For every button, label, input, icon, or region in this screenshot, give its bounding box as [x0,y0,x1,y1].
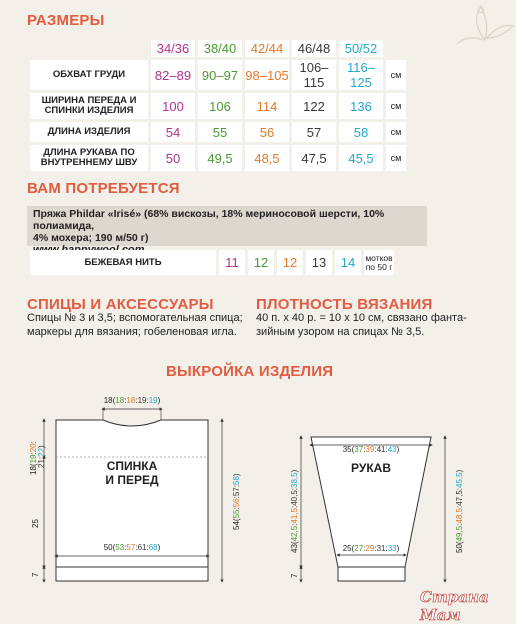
unit-cell: см [386,60,406,90]
needles-text [27,311,243,339]
table-row [30,250,394,275]
row-label: ДЛИНА ИЗДЕЛИЯ [30,122,148,142]
measure-top-label: 35(37:39:41:43) [342,445,400,454]
table-cell: 57 [292,122,336,142]
table-cell: 98–105 [245,60,289,90]
measure-length-label: 50(49,5:48,5:47,5:45,5) [455,469,464,553]
table-cell: 116–125 [339,60,383,90]
materials-heading: ВАМ ПОТРЕБУЕТСЯ [27,180,180,197]
table-cell: 90–97 [198,60,242,90]
table-cell: 45,5 [339,145,383,171]
table-cell: 49,5 [198,145,242,171]
table-cell: 100 [151,93,195,119]
measure-length-label: 43(42,5:41,5:40,5:38,5) [290,469,299,553]
size-label: 38/40 [198,40,242,57]
table-cell: 50 [151,145,195,171]
measure-hem-label: 7 [31,572,40,577]
pattern-heading: ВЫКРОЙКА ИЗДЕЛИЯ [166,363,334,380]
measure-top-label: 18(18:18:19:19) [103,396,161,405]
table-corner [386,40,406,57]
size-label: 50/52 [339,40,383,57]
table-cell: 106–115 [292,60,336,90]
sleeve-title: РУКАВ [351,461,391,475]
text-line: Спицы № 3 и 3,5; вспомогательная спица; [27,312,243,324]
measure-bottom-label: 25(27:29:31:33) [342,544,400,553]
color-label: БЕЖЕВАЯ НИТЬ [30,250,216,275]
size-label: 34/36 [151,40,195,57]
table-row [30,145,406,171]
body-piece [29,396,241,581]
unit-cell: см [386,145,406,171]
pattern-diagram [0,380,516,610]
table-cell: 11 [219,250,245,275]
table-row [30,122,406,142]
table-cell: 14 [335,250,361,275]
table-cell: 114 [245,93,289,119]
sizes-heading: РАЗМЕРЫ [27,12,105,29]
measure-armhole-label: 18(19:20: [29,441,38,475]
measure-side-label: 25 [31,519,40,528]
table-cell: 54 [151,122,195,142]
sleeve-piece [290,437,464,581]
floral-ornament-icon [455,0,515,48]
table-cell: 12 [277,250,303,275]
measure-bottom-label: 50(53:57:61:68) [103,543,161,552]
table-cell: 13 [306,250,332,275]
measure-length-label: 54(55:56:57:58) [232,473,241,530]
table-row [30,93,406,119]
row-label: ШИРИНА ПЕРЕДА И СПИНКИ ИЗДЕЛИЯ [30,93,148,119]
size-label: 42/44 [245,40,289,57]
row-label: ОБХВАТ ГРУДИ [30,60,148,90]
body-title: СПИНКА [106,459,158,473]
unit-cell: см [386,93,406,119]
size-label: 46/48 [292,40,336,57]
table-cell: 48,5 [245,145,289,171]
size-header-row [30,40,406,57]
gauge-text [256,311,467,339]
yarn-line: 4% мохера; 190 м/50 г) [33,232,149,244]
row-label: ДЛИНА РУКАВА ПО ВНУТРЕННЕМУ ШВУ [30,145,148,171]
table-cell: 122 [292,93,336,119]
table-cell: 55 [198,122,242,142]
table-cell: 136 [339,93,383,119]
body-title: И ПЕРЕД [105,473,159,487]
sizes-table [27,37,409,174]
unit-cell: мотков по 50 г [364,250,394,275]
table-cell: 106 [198,93,242,119]
unit-cell: см [386,122,406,142]
yarn-line: Пряжа Phildar «Irisé» (68% вискозы, 18% мериносовой шерсти, 10% полиамида, [33,208,385,232]
measure-hem-label: 7 [290,573,299,578]
table-corner [30,40,148,57]
table-cell: 58 [339,122,383,142]
watermark: Страна Мам [420,588,489,624]
table-cell: 47,5 [292,145,336,171]
text-line: маркеры для вязания; гобеленовая игла. [27,326,237,338]
text-line: зийным узором на спицах № 3,5. [256,326,425,338]
table-cell: 82–89 [151,60,195,90]
needles-heading: СПИЦЫ И АКСЕССУАРЫ [27,296,214,313]
measure-armhole-label-cont: 21:22) [37,445,46,468]
table-cell: 56 [245,122,289,142]
yarn-count-table [27,247,397,278]
text-line: 40 п. х 40 р. = 10 х 10 см, связано фанта- [256,312,467,324]
table-row [30,60,406,90]
table-cell: 12 [248,250,274,275]
gauge-heading: ПЛОТНОСТЬ ВЯЗАНИЯ [256,296,433,313]
